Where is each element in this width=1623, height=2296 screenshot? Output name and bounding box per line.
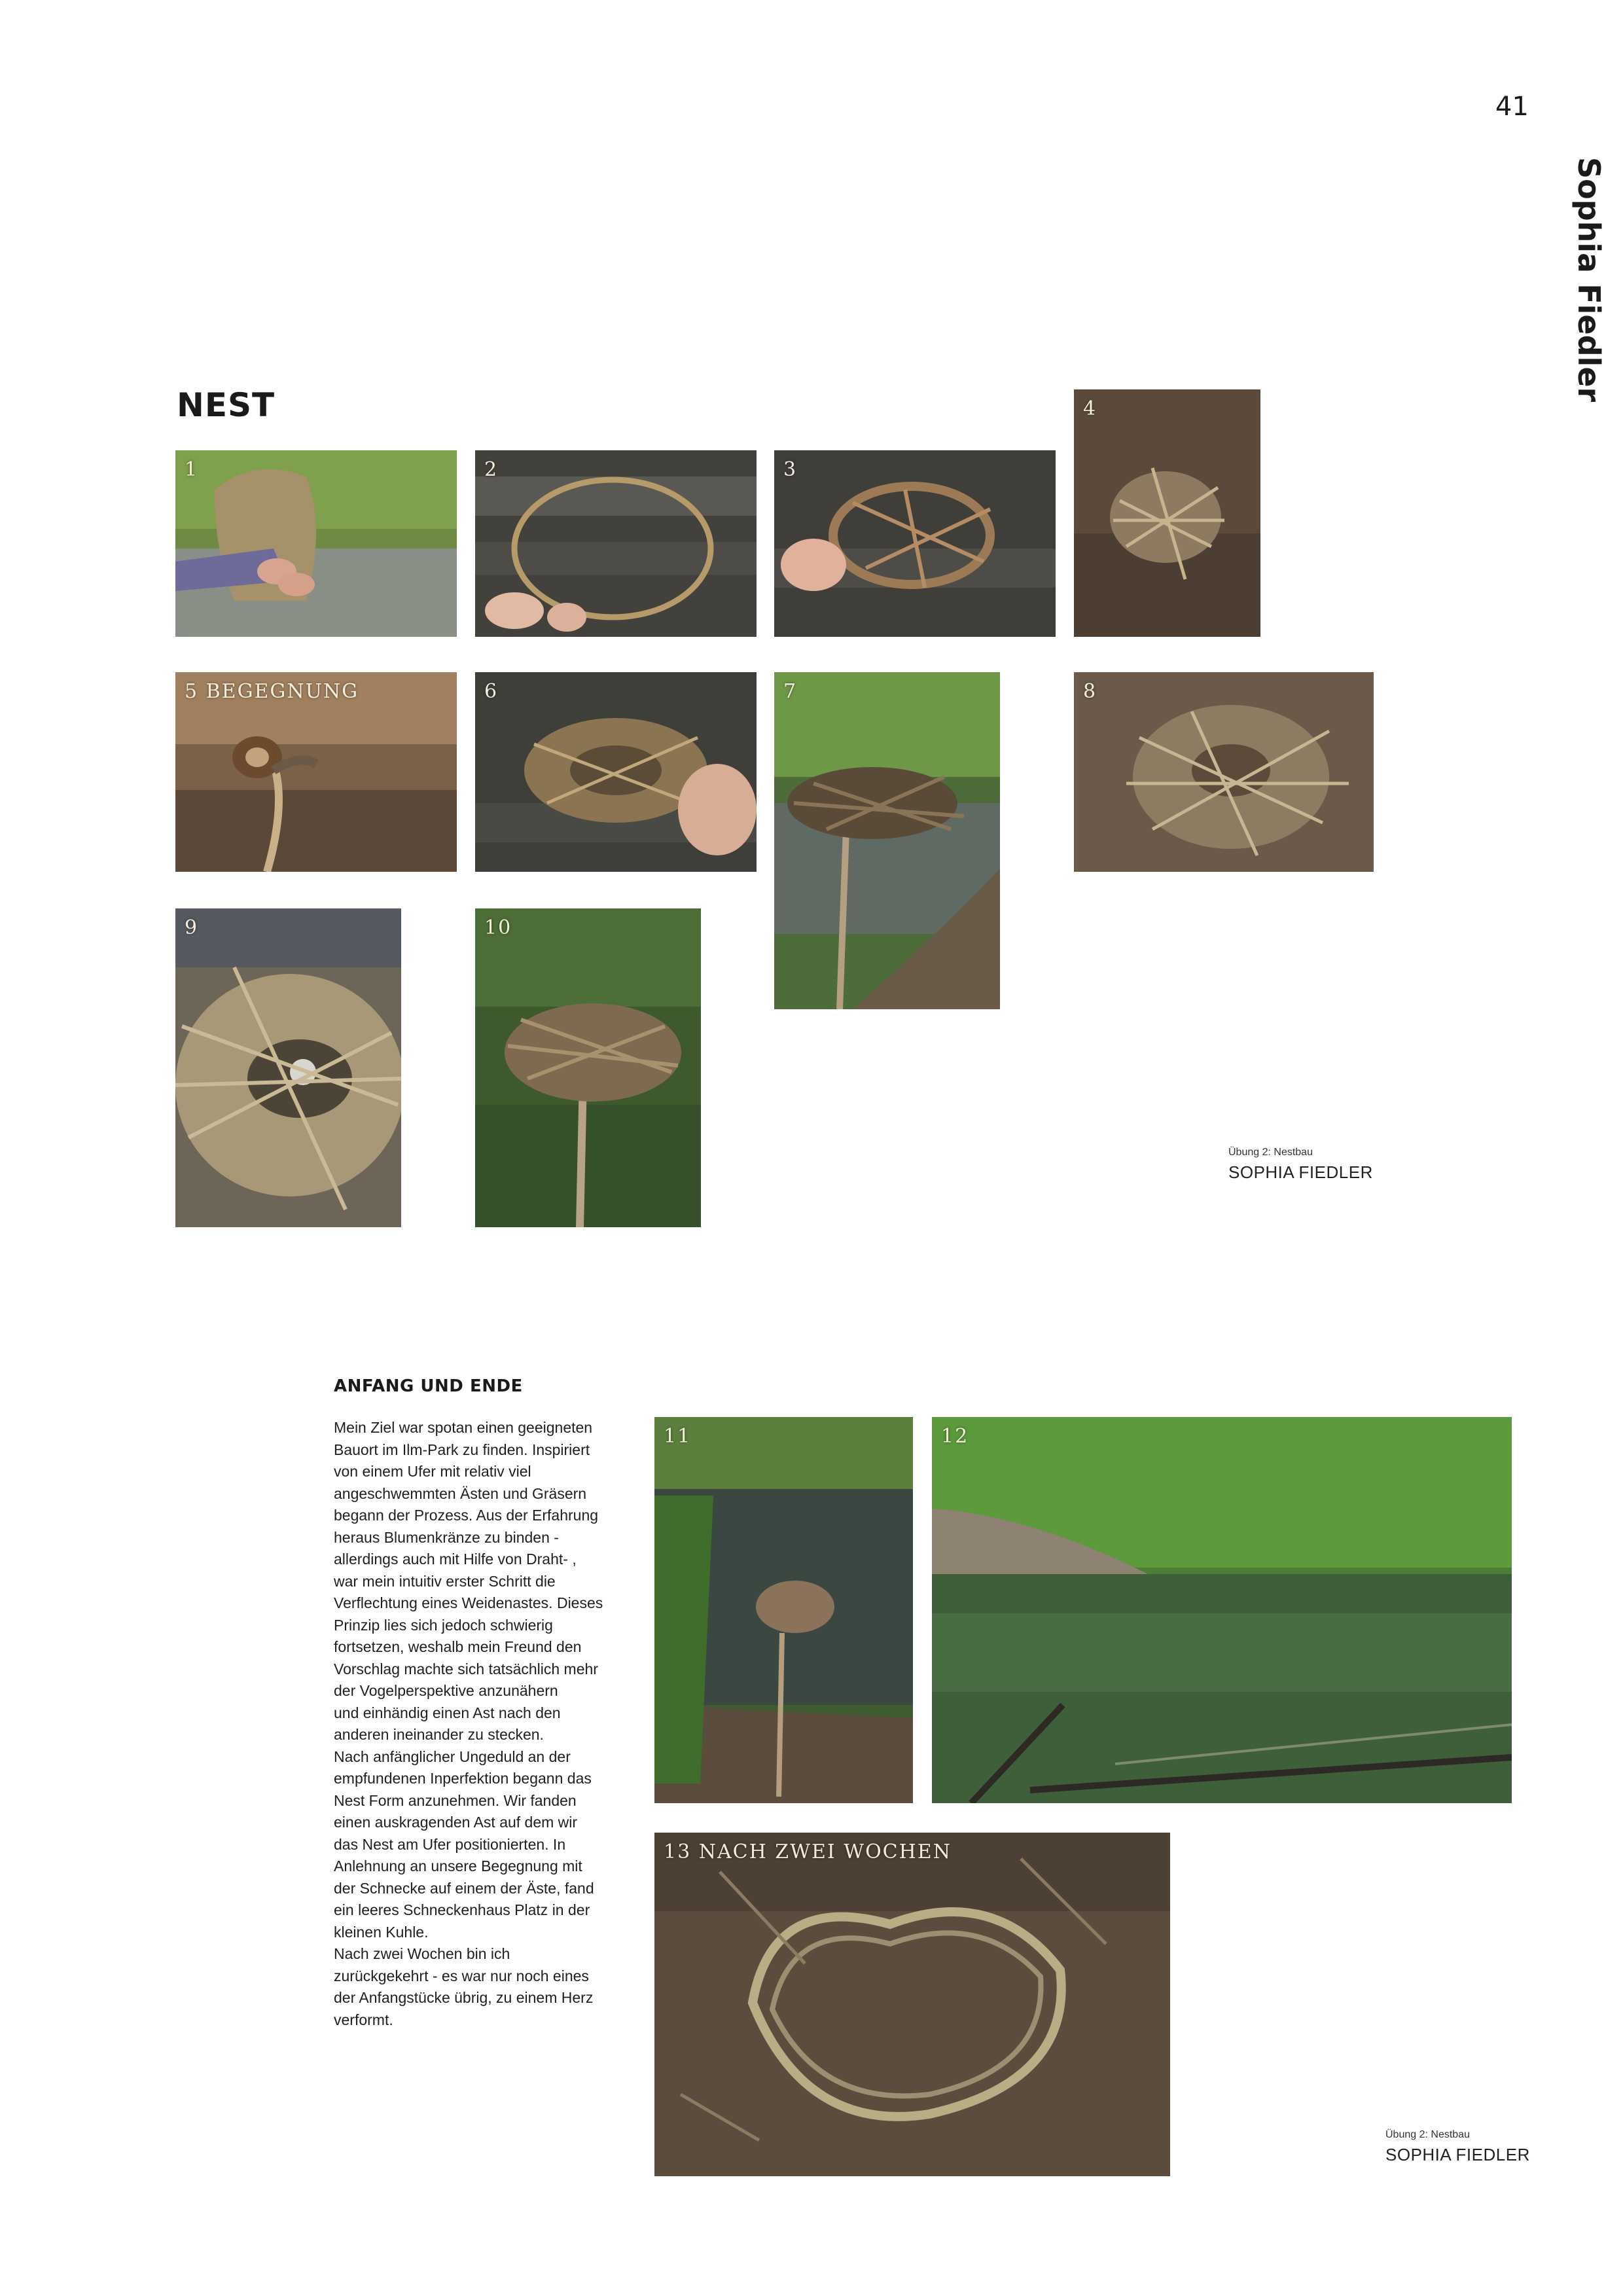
- body-line: Nach zwei Wochen bin ich: [334, 1945, 510, 1962]
- photo-label: 8: [1083, 680, 1097, 703]
- photo-label: 1: [185, 458, 199, 481]
- caption-exercise: Übung 2: Nestbau: [1228, 1147, 1313, 1158]
- body-line: verformt.: [334, 2011, 393, 2028]
- photo-9-nest-with-snail-shell: [175, 908, 401, 1227]
- photo-label: 3: [783, 458, 798, 481]
- photo-label: 10: [484, 916, 512, 939]
- photo-label: 5 BEGEGNUNG: [185, 680, 359, 703]
- text-heading: ANFANG UND ENDE: [334, 1376, 523, 1396]
- photo-7-nest-on-branch-riverside: [774, 672, 1000, 1009]
- body-text: [334, 1417, 622, 2031]
- body-line: heraus Blumenkränze zu binden -: [334, 1528, 559, 1546]
- caption-top: [1228, 1147, 1373, 1183]
- body-line: Bauort im Ilm-Park zu finden. Inspiriert: [334, 1441, 590, 1458]
- body-line: einen auskragenden Ast auf dem wir: [334, 1814, 578, 1831]
- photo-label: 13 NACH ZWEI WOCHEN: [664, 1840, 952, 1863]
- photo-11-nest-at-river: [654, 1417, 913, 1803]
- body-line: Nach anfänglicher Ungeduld an der: [334, 1748, 571, 1765]
- body-line: anderen ineinander zu stecken.: [334, 1726, 544, 1743]
- photo-1-hands-with-grass: [175, 450, 457, 637]
- caption-author: SOPHIA FIEDLER: [1228, 1162, 1373, 1182]
- body-line: zurückgekehrt - es war nur noch eines: [334, 1967, 589, 1984]
- photo-10-nest-on-stick: [475, 908, 701, 1227]
- caption-bottom: [1385, 2129, 1530, 2165]
- photo-label: 9: [185, 916, 199, 939]
- body-line: ein leeres Schneckenhaus Platz in der: [334, 1901, 590, 1918]
- body-line: der Vogelperspektive anzunähern: [334, 1682, 558, 1699]
- photo-label: 4: [1083, 397, 1097, 420]
- photo-label: 2: [484, 458, 499, 481]
- body-line: Verflechtung eines Weidenastes. Dieses: [334, 1594, 603, 1611]
- photo-8-nest-on-ground: [1074, 672, 1374, 872]
- body-line: der Schnecke auf einem der Äste, fand: [334, 1879, 594, 1897]
- photo-label: 6: [484, 680, 499, 703]
- photo-3-woven-twigs: [774, 450, 1056, 637]
- body-line: Anlehnung an unsere Begegnung mit: [334, 1857, 582, 1874]
- body-line: allerdings auch mit Hilfe von Draht- ,: [334, 1551, 577, 1568]
- photo-2-willow-ring: [475, 450, 757, 637]
- body-line: das Nest am Ufer positionierten. In: [334, 1835, 566, 1853]
- body-line: angeschwemmten Ästen und Gräsern: [334, 1484, 587, 1502]
- caption-author: SOPHIA FIEDLER: [1385, 2145, 1530, 2164]
- section-title: NEST: [177, 386, 276, 424]
- body-line: begann der Prozess. Aus der Erfahrung: [334, 1507, 599, 1524]
- body-line: und einhändig einen Ast nach den: [334, 1704, 561, 1721]
- photo-5-snail-encounter: [175, 672, 457, 872]
- photo-label: 7: [783, 680, 798, 703]
- body-line: war mein intuitiv erster Schritt die: [334, 1572, 556, 1590]
- body-line: der Anfangstücke übrig, zu einem Herz: [334, 1989, 594, 2006]
- body-line: fortsetzen, weshalb mein Freund den: [334, 1638, 582, 1655]
- body-line: von einem Ufer mit relativ viel: [334, 1463, 531, 1480]
- body-line: Nest Form anzunehmen. Wir fanden: [334, 1791, 577, 1809]
- body-line: kleinen Kuhle.: [334, 1923, 429, 1941]
- caption-exercise: Übung 2: Nestbau: [1385, 2129, 1470, 2140]
- photo-13-heart-after-two-weeks: [654, 1833, 1170, 2176]
- photo-12-river-panorama: [932, 1417, 1512, 1803]
- body-line: Vorschlag machte sich tatsächlich mehr: [334, 1660, 598, 1677]
- photo-label: 12: [941, 1425, 969, 1448]
- body-line: empfundenen Inperfektion begann das: [334, 1770, 592, 1787]
- photo-6-nest-in-hand: [475, 672, 757, 872]
- page-number: 41: [1495, 92, 1529, 122]
- photo-label: 11: [664, 1425, 692, 1448]
- body-line: Mein Ziel war spotan einen geeigneten: [334, 1419, 593, 1436]
- photo-4-twigs-on-soil: [1074, 389, 1260, 637]
- author-vertical-title: Sophia Fiedler: [1571, 157, 1607, 403]
- body-line: Prinzip lies sich jedoch schwierig: [334, 1616, 553, 1634]
